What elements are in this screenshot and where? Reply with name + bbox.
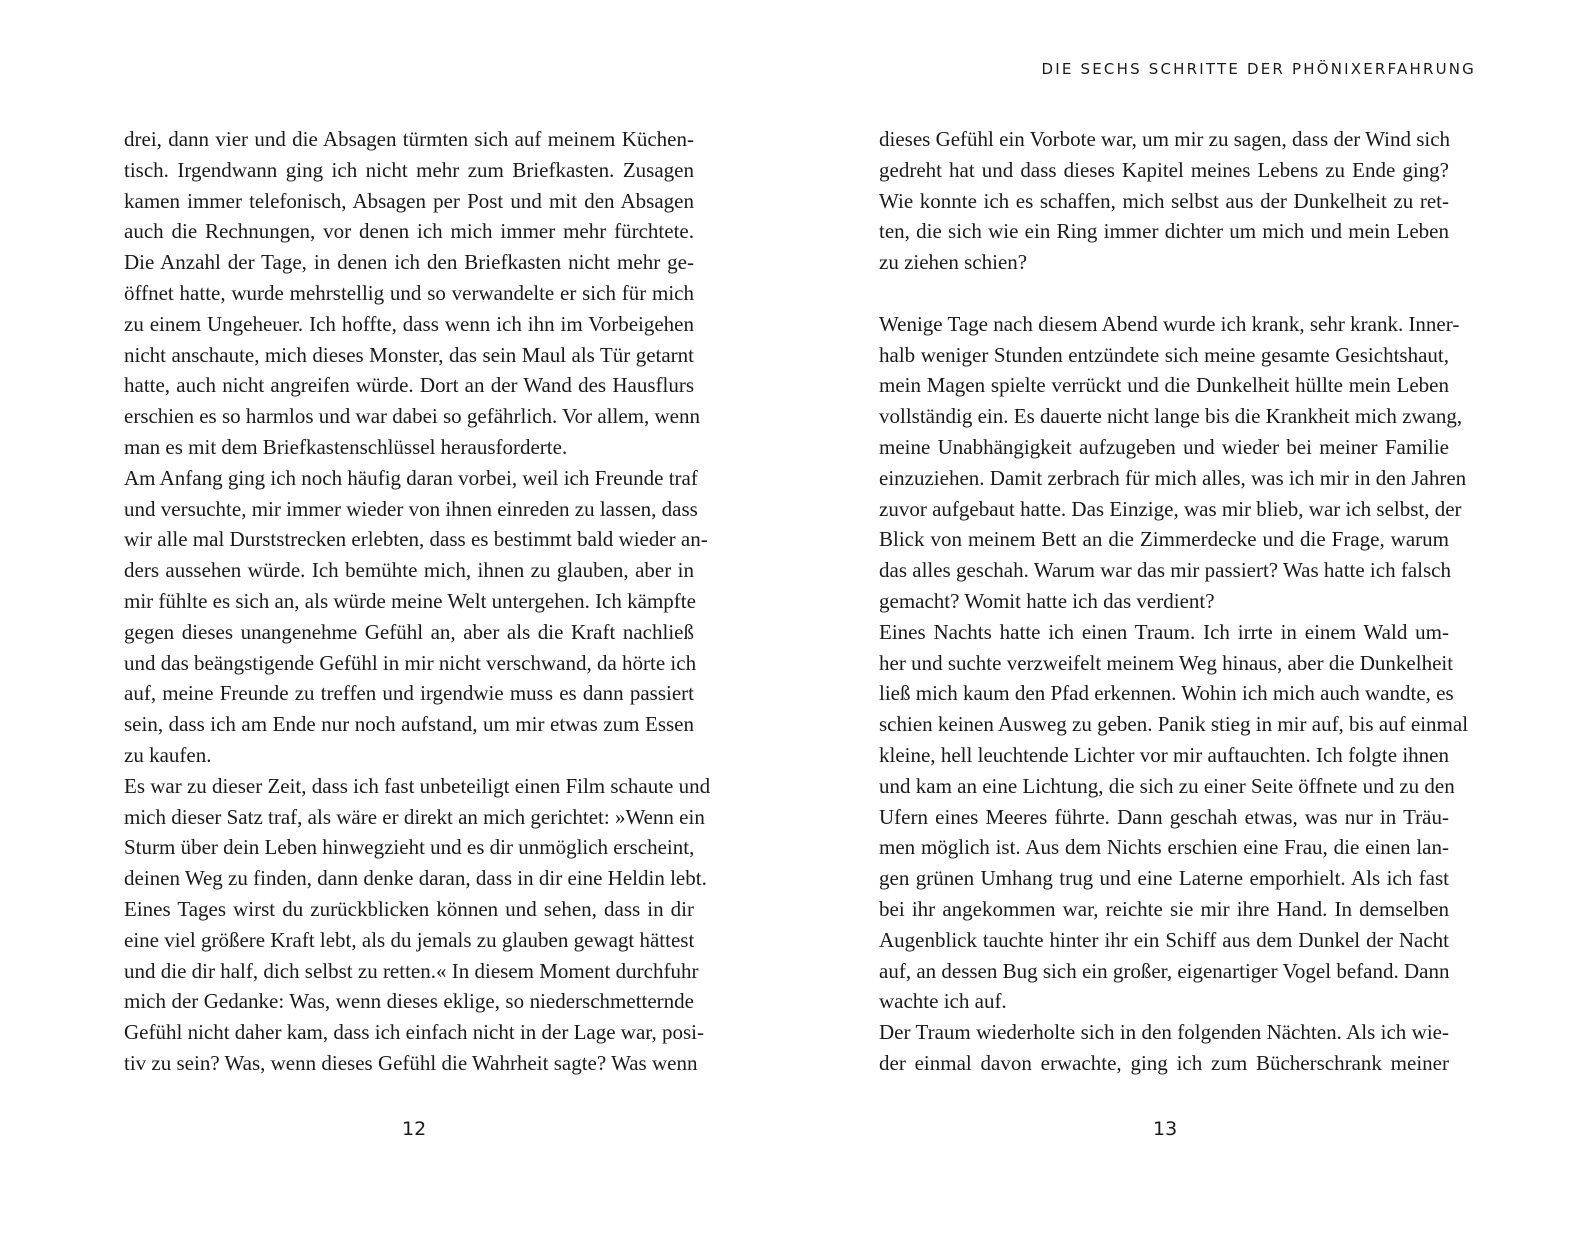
text-line: gemacht? Womit hatte ich das verdient? — [879, 588, 1215, 613]
text-line: gegen dieses unangenehme Gefühl an, aber als die Kraft nachließ — [124, 619, 694, 644]
text-line: Am Anfang ging ich noch häufig daran vorbei, weil ich Freunde traf — [124, 465, 698, 490]
text-line: auch die Rechnungen, vor denen ich mich immer mehr fürchtete. — [124, 219, 694, 244]
text-line: Ufern eines Meeres führte. Dann geschah etwas, was nur in Träu- — [879, 804, 1449, 829]
text-line: Der Traum wiederholte sich in den folgenden Nächten. Als ich wie- — [879, 1020, 1449, 1045]
text-line: auf, an dessen Bug sich ein großer, eigenartiger Vogel befand. Dann — [879, 958, 1450, 983]
text-line: men möglich ist. Aus dem Nichts erschien eine Frau, die einen lan- — [879, 835, 1449, 860]
left-page-body-text — [124, 124, 711, 1079]
left-page-number: 12 — [402, 1118, 427, 1140]
text-line: tisch. Irgendwann ging ich nicht mehr zum Briefkasten. Zusagen — [124, 157, 694, 182]
text-line: ten, die sich wie ein Ring immer dichter um mich und mein Leben — [879, 219, 1449, 244]
text-line: mir fühlte es sich an, als würde meine Welt untergehen. Ich kämpfte — [124, 588, 696, 613]
text-line: halb weniger Stunden entzündete sich meine gesamte Gesichtshaut, — [879, 342, 1449, 367]
text-line: ders aussehen würde. Ich bemühte mich, ihnen zu glauben, aber in — [124, 558, 694, 583]
text-line: her und suchte verzweifelt meinem Weg hinaus, aber die Dunkelheit — [879, 650, 1454, 675]
text-line: meine Unabhängigkeit aufzugeben und wieder bei meiner Familie — [879, 434, 1449, 459]
text-line: erschien es so harmlos und war dabei so gefährlich. Vor allem, wenn — [124, 404, 700, 429]
text-line: Blick von meinem Bett an die Zimmerdecke und die Frage, warum — [879, 527, 1449, 552]
text-line: vollständig ein. Es dauerte nicht lange bis die Krankheit mich zwang, — [879, 404, 1463, 429]
text-line: Eines Tages wirst du zurückblicken können und sehen, dass in dir — [124, 896, 694, 921]
text-line: Augenblick tauchte hinter ihr ein Schiff aus dem Dunkel der Nacht — [879, 927, 1449, 952]
text-line: dieses Gefühl ein Vorbote war, um mir zu sagen, dass der Wind sich — [879, 127, 1451, 151]
text-line: und das beängstigende Gefühl in mir nicht verschwand, da hörte ich — [124, 650, 697, 675]
text-line: gedreht hat und dass dieses Kapitel meines Lebens zu Ende ging? — [879, 157, 1449, 182]
text-line: das alles geschah. Warum war das mir passiert? Was hatte ich falsch — [879, 558, 1451, 583]
text-line: mich dieser Satz traf, als wäre er direkt an mich gerichtet: »Wenn ein — [124, 804, 705, 829]
text-line: Wenige Tage nach diesem Abend wurde ich krank, sehr krank. Inner- — [879, 311, 1460, 336]
text-line: zu kaufen. — [124, 742, 212, 767]
text-line: tiv zu sein? Was, wenn dieses Gefühl die Wahrheit sagte? Was wenn — [124, 1050, 698, 1075]
text-line: und kam an eine Lichtung, die sich zu einer Seite öffnete und zu den — [879, 773, 1455, 798]
text-line: Eines Nachts hatte ich einen Traum. Ich irrte in einem Wald um- — [879, 619, 1449, 644]
text-line: hatte, auch nicht angreifen würde. Dort an der Wand des Hausflurs — [124, 373, 694, 398]
text-line: und die dir half, dich selbst zu retten.« In diesem Moment durchfuhr — [124, 958, 699, 983]
text-line: öffnet hatte, wurde mehrstellig und so verwandelte er sich für mich — [124, 280, 694, 305]
right-page — [797, 0, 1594, 1240]
text-line: bei ihr angekommen war, reichte sie mir ihre Hand. In demselben — [879, 896, 1449, 921]
text-line: eine viel größere Kraft lebt, als du jemals zu glauben gewagt hättest — [124, 927, 695, 952]
text-line: man es mit dem Briefkastenschlüssel herausforderte. — [124, 434, 568, 459]
text-line: Sturm über dein Leben hinwegzieht und es dir unmöglich erscheint, — [124, 835, 695, 860]
paragraph-break — [879, 278, 1449, 309]
text-line: schien keinen Ausweg zu geben. Panik stieg in mir auf, bis auf einmal — [879, 712, 1469, 737]
text-line: Die Anzahl der Tage, in denen ich den Briefkasten nicht mehr ge- — [124, 250, 694, 275]
text-line: mich der Gedanke: Was, wenn dieses eklige, so niederschmetternde — [124, 989, 694, 1014]
text-line: mein Magen spielte verrückt und die Dunkelheit hüllte mein Leben — [879, 373, 1449, 398]
text-line: sein, dass ich am Ende nur noch aufstand, um mir etwas zum Essen — [124, 712, 694, 737]
text-line: wir alle mal Durststrecken erlebten, dass es bestimmt bald wieder an- — [124, 527, 708, 552]
text-line: drei, dann vier und die Absagen türmten sich auf meinem Küchen- — [124, 127, 694, 151]
text-line: Gefühl nicht daher kam, dass ich einfach nicht in der Lage war, posi- — [124, 1020, 704, 1045]
right-page-body-text — [879, 124, 1469, 1079]
text-line: und versuchte, mir immer wieder von ihnen einreden zu lassen, dass — [124, 496, 698, 521]
text-line: gen grünen Umhang trug und eine Laterne emporhielt. Als ich fast — [879, 866, 1449, 891]
running-head: DIE SECHS SCHRITTE DER PHÖNIXERFAHRUNG — [1041, 60, 1476, 78]
text-line: auf, meine Freunde zu treffen und irgendwie muss es dann passiert — [124, 681, 694, 706]
text-line: der einmal davon erwachte, ging ich zum Bücherschrank meiner — [879, 1050, 1449, 1075]
text-line: zuvor aufgebaut hatte. Das Einzige, was mir blieb, war ich selbst, der — [879, 496, 1462, 521]
text-line: wachte ich auf. — [879, 989, 1007, 1014]
text-line: kleine, hell leuchtende Lichter vor mir auftauchten. Ich folgte ihnen — [879, 742, 1449, 767]
text-line: ließ mich kaum den Pfad erkennen. Wohin ich mich auch wandte, es — [879, 681, 1454, 706]
text-line: nicht anschaute, mich dieses Monster, das sein Maul als Tür getarnt — [124, 342, 694, 367]
text-line: zu einem Ungeheuer. Ich hoffte, dass wenn ich ihn im Vorbeigehen — [124, 311, 694, 336]
text-line: zu ziehen schien? — [879, 250, 1028, 275]
text-line: Wie konnte ich es schaffen, mich selbst aus der Dunkelheit zu ret- — [879, 188, 1449, 213]
text-line: kamen immer telefonisch, Absagen per Post und mit den Absagen — [124, 188, 694, 213]
text-line: deinen Weg zu finden, dann denke daran, dass in dir eine Heldin lebt. — [124, 866, 707, 891]
right-page-number: 13 — [1153, 1118, 1178, 1140]
text-line: einzuziehen. Damit zerbrach für mich alles, was ich mir in den Jahren — [879, 465, 1467, 490]
text-line: Es war zu dieser Zeit, dass ich fast unbeteiligt einen Film schaute und — [124, 773, 711, 798]
